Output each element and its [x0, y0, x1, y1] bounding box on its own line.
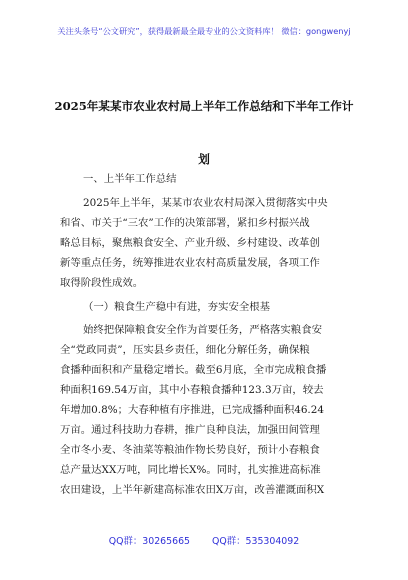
body-line: 略总目标，聚焦粮食安全、产业升级、乡村建设、改革创 [60, 237, 320, 249]
body-line: 始终把保障粮食安全作为首要任务，严格落实粮食安 [83, 324, 322, 336]
body-line: 全市冬小麦、冬油菜等粮油作物长势良好，预计小春粮食 [60, 444, 320, 456]
body-line: 取得阶段性成效。 [60, 277, 144, 289]
section-heading: 一、上半年工作总结 [83, 173, 177, 185]
body-line: 和省、市关于“三农”工作的决策部署，紧扣乡村振兴战 [60, 217, 310, 229]
body-line: 种面积169.54万亩，其中小春粮食播种123.3万亩，较去 [60, 384, 324, 396]
document-title-line-2: 划 [198, 152, 210, 166]
header-banner: 关注头条号“公文研究”，获得最新最全最专业的公文资料库！ 微信：gongwenyj [57, 26, 351, 36]
body-line: 总产量达XX万吨，同比增长X%。同时，扎实推进高标准 [60, 464, 321, 476]
body-line: 全“党政同责”，压实县乡责任，细化分解任务，确保粮 [60, 344, 310, 356]
body-line: 食播种面积和产量稳定增长。截至6月底，全市完成粮食播 [60, 364, 327, 376]
footer-qq-group-1: QQ群：30265665 [108, 536, 191, 547]
footer-qq-group-2: QQ群：535304092 [212, 536, 300, 547]
body-line: 农田建设，上半年新建高标准农田X万亩，改善灌溉面积X [60, 484, 325, 496]
document-title-line-1: 2025年某某市农业农村局上半年工作总结和下半年工作计 [54, 99, 354, 113]
body-line: 万亩。通过科技助力春耕，推广良种良法，加强田间管理 [60, 424, 320, 436]
footer-contacts [0, 533, 408, 547]
body-line: 新等重点任务，统筹推进农业农村高质量发展，各项工作 [60, 257, 320, 269]
subsection-heading: （一）粮食生产稳中有进，夯实安全根基 [83, 301, 271, 313]
body-line: 年增加0.8%；大春种植有序推进，已完成播种面积46.24 [60, 404, 324, 416]
body-line: 2025年上半年，某某市农业农村局深入贯彻落实中央 [83, 197, 328, 209]
